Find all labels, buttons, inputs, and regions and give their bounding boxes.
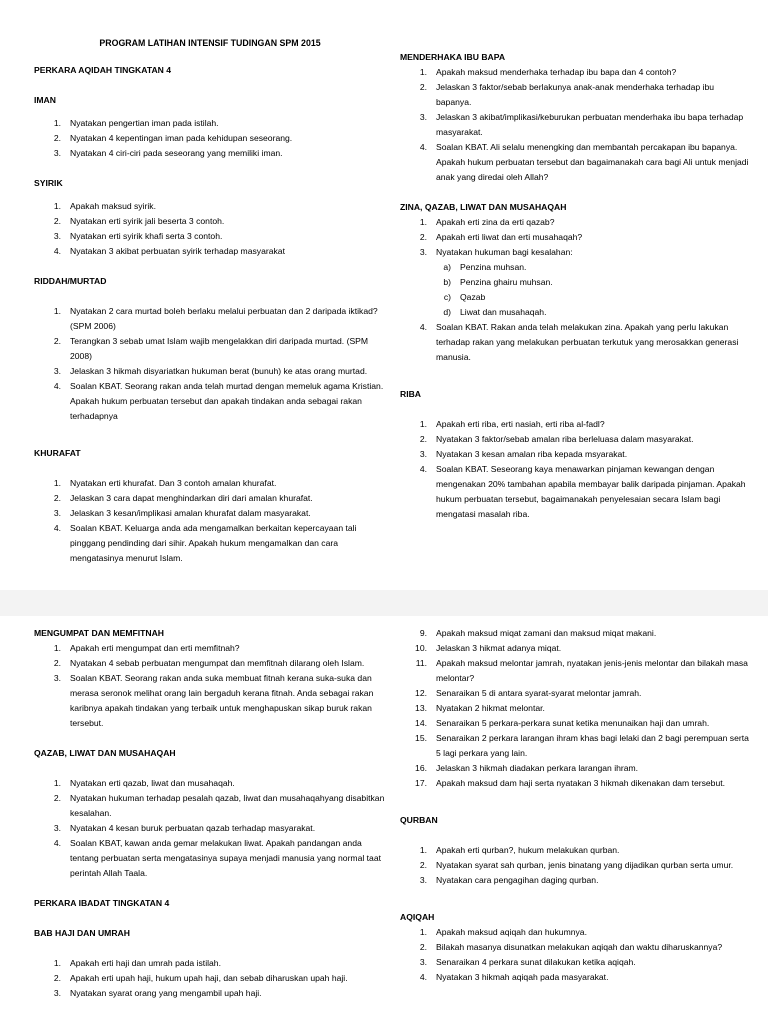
section-spacer xyxy=(400,791,750,813)
question-number: 9. xyxy=(419,628,427,638)
question-item xyxy=(400,417,750,432)
question-text-block xyxy=(70,671,386,731)
question-text: Jelaskan 3 hikmat adanya miqat. xyxy=(436,643,562,653)
question-number: 3. xyxy=(419,875,427,885)
question-text: Apakah erti upah haji, hukum upah haji, dan sebab diharuskan upah haji. xyxy=(70,973,348,983)
question-text-block xyxy=(70,379,386,424)
question-item xyxy=(400,447,750,462)
question-number: 3. xyxy=(419,247,427,257)
question-number: 12. xyxy=(415,688,427,698)
question-text-block xyxy=(70,506,386,521)
question-text-block xyxy=(70,821,386,836)
question-number: 17. xyxy=(415,778,427,788)
question-item xyxy=(34,214,386,229)
section-heading-khurafat: KHURAFAT xyxy=(34,448,81,458)
question-number: 15. xyxy=(415,733,427,743)
question-text-block xyxy=(70,836,386,881)
sub-question-group xyxy=(400,260,750,320)
section-heading-qurban: QURBAN xyxy=(400,815,438,825)
question-item xyxy=(400,873,750,888)
question-text-block xyxy=(436,716,750,731)
question-number: 1. xyxy=(53,778,61,788)
question-item xyxy=(400,716,750,731)
section-heading-syirik: SYIRIK xyxy=(34,178,63,188)
question-text: Nyatakan 3 hikmah aqiqah pada masyarakat. xyxy=(436,972,609,982)
question-text: Apakah erti liwat dan erti musahaqah? xyxy=(436,232,583,242)
question-text-block xyxy=(436,447,750,462)
question-text: Nyatakan 4 kepentingan iman pada kehidupan seseorang. xyxy=(70,133,293,143)
question-text: Apakah maksud syirik. xyxy=(70,201,156,211)
document-page-2 xyxy=(0,616,768,1024)
question-number: 1. xyxy=(419,927,427,937)
question-text-block xyxy=(70,131,386,146)
question-number: 3. xyxy=(53,366,61,376)
sub-question-text: Qazab xyxy=(460,292,486,302)
question-text-block xyxy=(70,244,386,259)
question-item xyxy=(400,626,750,641)
section-heading-zina-qazab-liwat-dan-musahaqah: ZINA, QAZAB, LIWAT DAN MUSAHAQAH xyxy=(400,202,567,212)
question-number: 1. xyxy=(419,67,427,77)
question-number: 1. xyxy=(419,845,427,855)
sub-question-letter: a) xyxy=(443,262,451,272)
section-heading-qazab-liwat-dan-musahaqah: QAZAB, LIWAT DAN MUSAHAQAH xyxy=(34,748,176,758)
question-item xyxy=(34,146,386,161)
section-spacer xyxy=(400,828,750,843)
question-text: Soalan KBAT. Rakan anda telah melakukan zina. Apakah yang perlu lakukan terhadap rakan yang melakukan perbuatan terkutuk yang merosakkan generasi manusia. xyxy=(436,322,739,362)
question-text: Jelaskan 3 hikmah diadakan perkara larangan ihram. xyxy=(436,763,639,773)
question-item xyxy=(400,80,750,110)
question-item xyxy=(34,791,386,821)
question-text: Apakah erti zina da erti qazab? xyxy=(436,217,555,227)
question-text: Nyatakan 4 ciri-ciri pada seseorang yang memiliki iman. xyxy=(70,148,283,158)
question-item xyxy=(400,761,750,776)
question-text: Jelaskan 3 faktor/sebab berlakunya anak-anak menderhaka terhadap ibu bapanya. xyxy=(436,82,715,107)
question-text-block xyxy=(436,230,750,245)
question-number: 4. xyxy=(419,972,427,982)
question-text: Bilakah masanya disunatkan melakukan aqiqah dan waktu diharuskannya? xyxy=(436,942,723,952)
question-number: 11. xyxy=(415,658,427,668)
question-item xyxy=(34,379,386,424)
question-item xyxy=(34,116,386,131)
question-item xyxy=(34,304,386,334)
question-item xyxy=(400,776,750,791)
question-text-block xyxy=(70,334,386,364)
question-text-block xyxy=(436,417,750,432)
question-item xyxy=(34,836,386,881)
question-list xyxy=(34,116,386,161)
question-text: Nyatakan cara pengagihan daging qurban. xyxy=(436,875,599,885)
question-text: Nyatakan 2 hikmat melontar. xyxy=(436,703,545,713)
question-text: Nyatakan 4 kesan buruk perbuatan qazab terhadap masyarakat. xyxy=(70,823,316,833)
section-spacer xyxy=(34,259,386,274)
question-item xyxy=(400,858,750,873)
question-text: Soalan KBAT. Seorang rakan anda telah murtad dengan memeluk agama Kristian. Apakah hukum perbuatan tersebut dan apakah tindakan anda sebagai rakan terhadapnya xyxy=(70,381,384,421)
question-text: Apakah erti mengumpat dan erti memfitnah? xyxy=(70,643,240,653)
section-spacer xyxy=(400,365,750,387)
question-item xyxy=(34,671,386,731)
question-item xyxy=(34,334,386,364)
question-text-block xyxy=(70,116,386,131)
question-text: Apakah erti haji dan umrah pada istilah. xyxy=(70,958,221,968)
question-text: Nyatakan syarat orang yang mengambil upah haji. xyxy=(70,988,262,998)
question-text: Nyatakan erti syirik jali beserta 3 contoh. xyxy=(70,216,225,226)
question-number: 4. xyxy=(419,464,427,474)
question-number: 14. xyxy=(415,718,427,728)
question-text-block xyxy=(436,320,750,365)
question-text: Nyatakan 3 faktor/sebab amalan riba berleluasa dalam masyarakat. xyxy=(436,434,694,444)
question-text: Soalan KBAT. Keluarga anda ada mengamalkan berkaitan kepercayaan tali pinggang pendinding dari sihir. Apakah hukum mengamalkan dan cara mengatasinya menurut Islam. xyxy=(70,523,357,563)
question-item xyxy=(34,131,386,146)
question-item xyxy=(400,656,750,686)
sub-question-letter: b) xyxy=(443,277,451,287)
section-spacer xyxy=(34,78,386,93)
question-item xyxy=(34,656,386,671)
question-text-block xyxy=(70,229,386,244)
question-number: 3. xyxy=(53,508,61,518)
question-number: 2. xyxy=(53,658,61,668)
section-heading-mengumpat-dan-memfitnah: MENGUMPAT DAN MEMFITNAH xyxy=(34,628,165,638)
question-text-block xyxy=(436,110,750,140)
question-item xyxy=(400,641,750,656)
question-text-block xyxy=(436,955,750,970)
question-text-block xyxy=(70,199,386,214)
section-spacer xyxy=(400,402,750,417)
question-number: 1. xyxy=(53,643,61,653)
question-text-block xyxy=(436,686,750,701)
section-heading-iman: IMAN xyxy=(34,95,56,105)
question-number: 3. xyxy=(53,673,61,683)
question-text-block xyxy=(70,214,386,229)
section-heading-aqiqah: AQIQAH xyxy=(400,912,435,922)
question-item xyxy=(34,776,386,791)
page2-right-column xyxy=(400,626,750,985)
question-item xyxy=(400,925,750,940)
question-number: 2. xyxy=(53,133,61,143)
question-number: 4. xyxy=(53,838,61,848)
section-spacer xyxy=(34,881,386,896)
section-heading-riddah-murtad: RIDDAH/MURTAD xyxy=(34,276,107,286)
question-text: Jelaskan 3 hikmah disyariatkan hukuman berat (bunuh) ke atas orang murtad. xyxy=(70,366,368,376)
question-text: Senaraikan 5 di antara syarat-syarat melontar jamrah. xyxy=(436,688,642,698)
question-item xyxy=(34,229,386,244)
question-number: 4. xyxy=(53,381,61,391)
question-number: 4. xyxy=(53,523,61,533)
section-spacer xyxy=(34,289,386,304)
question-text-block xyxy=(436,215,750,230)
question-number: 2. xyxy=(53,793,61,803)
question-number: 1. xyxy=(53,478,61,488)
document-title: PROGRAM LATIHAN INTENSIF TUDINGAN SPM 2015 xyxy=(99,38,321,48)
question-text-block xyxy=(70,146,386,161)
question-item xyxy=(400,462,750,522)
question-item xyxy=(400,970,750,985)
question-number: 1. xyxy=(53,306,61,316)
question-text: Terangkan 3 sebab umat Islam wajib mengelakkan diri daripada murtad. (SPM 2008) xyxy=(70,336,369,361)
question-item xyxy=(400,320,750,365)
question-item xyxy=(400,215,750,230)
question-text-block xyxy=(70,521,386,566)
question-list xyxy=(34,776,386,881)
question-item xyxy=(400,230,750,245)
section-heading-perkara-ibadat-tingkatan-4: PERKARA IBADAT TINGKATAN 4 xyxy=(34,898,170,908)
sub-question-item xyxy=(400,260,750,275)
question-text: Apakah maksud menderhaka terhadap ibu bapa dan 4 contoh? xyxy=(436,67,677,77)
question-text-block xyxy=(70,476,386,491)
sub-question-text: Penzina muhsan. xyxy=(460,262,527,272)
question-text-block xyxy=(436,432,750,447)
page1-right-column xyxy=(400,50,750,522)
question-item xyxy=(34,476,386,491)
question-text-block xyxy=(70,491,386,506)
question-number: 2. xyxy=(53,493,61,503)
question-text-block xyxy=(436,970,750,985)
sub-question-item xyxy=(400,275,750,290)
question-number: 3. xyxy=(53,823,61,833)
question-text-block xyxy=(436,731,750,761)
question-text-block xyxy=(70,986,386,1001)
question-item xyxy=(400,432,750,447)
question-number: 3. xyxy=(53,148,61,158)
question-text-block xyxy=(436,858,750,873)
sub-question-item xyxy=(400,290,750,305)
question-text: Apakah maksud dam haji serta nyatakan 3 hikmah dikenakan dam tersebut. xyxy=(436,778,726,788)
question-text: Senaraikan 5 perkara-perkara sunat ketika menunaikan haji dan umrah. xyxy=(436,718,710,728)
question-text-block xyxy=(70,956,386,971)
question-item xyxy=(400,110,750,140)
page2-left-column xyxy=(34,626,386,1001)
question-number: 3. xyxy=(419,112,427,122)
question-text-block xyxy=(436,140,750,185)
question-item xyxy=(34,506,386,521)
question-text-block xyxy=(436,65,750,80)
question-text: Senaraikan 2 perkara larangan ihram khas bagi lelaki dan 2 bagi perempuan serta 5 lagi perkara yang lain. xyxy=(436,733,749,758)
question-item xyxy=(34,956,386,971)
sub-question-list xyxy=(400,260,750,320)
question-list xyxy=(400,65,750,185)
question-number: 4. xyxy=(53,246,61,256)
sub-question-text: Liwat dan musahaqah. xyxy=(460,307,547,317)
question-list xyxy=(34,956,386,1001)
question-text: Nyatakan erti khurafat. Dan 3 contoh amalan khurafat. xyxy=(70,478,277,488)
question-text-block xyxy=(436,925,750,940)
question-text: Soalan KBAT. Seorang rakan anda suka membuat fitnah kerana suka-suka dan merasa seronok melihat orang lain bergaduh kerana fitnah. Anda sebagai rakan karibnya apakah tindakan yang terbaik untuk menghapuskan sikap buruk rakan tersebut. xyxy=(70,673,374,728)
question-number: 2. xyxy=(53,216,61,226)
question-number: 10. xyxy=(415,643,427,653)
question-number: 2. xyxy=(419,860,427,870)
page1-left-column xyxy=(34,36,386,566)
page-separator xyxy=(0,590,768,616)
question-list xyxy=(400,626,750,791)
question-text: Nyatakan hukuman terhadap pesalah qazab, liwat dan musahaqahyang disabitkan kesalahan. xyxy=(70,793,385,818)
question-number: 4. xyxy=(419,142,427,152)
question-item xyxy=(400,940,750,955)
question-text-block xyxy=(70,656,386,671)
question-number: 2. xyxy=(419,942,427,952)
question-number: 2. xyxy=(419,232,427,242)
question-item xyxy=(400,65,750,80)
question-list xyxy=(400,925,750,985)
question-item xyxy=(34,641,386,656)
question-text-block xyxy=(436,80,750,110)
question-number: 1. xyxy=(419,217,427,227)
question-text-block xyxy=(436,701,750,716)
question-text: Apakah erti riba, erti nasiah, erti riba al-fadl? xyxy=(436,419,605,429)
question-text: Nyatakan hukuman bagi kesalahan: xyxy=(436,247,573,257)
question-text-block xyxy=(70,641,386,656)
section-spacer xyxy=(400,185,750,200)
question-number: 3. xyxy=(419,957,427,967)
question-list xyxy=(34,476,386,566)
question-number: 4. xyxy=(419,322,427,332)
section-spacer xyxy=(34,941,386,956)
question-text-block xyxy=(436,940,750,955)
question-number: 3. xyxy=(53,988,61,998)
section-spacer xyxy=(34,424,386,446)
question-number: 2. xyxy=(53,973,61,983)
question-text-block xyxy=(436,245,750,260)
question-item xyxy=(34,491,386,506)
question-list xyxy=(400,417,750,522)
question-text-block xyxy=(436,626,750,641)
question-item xyxy=(34,199,386,214)
question-text: Jelaskan 3 akibat/implikasi/keburukan perbuatan menderhaka ibu bapa terhadap masyarakat. xyxy=(436,112,744,137)
question-text: Apakah erti qurban?, hukum melakukan qurban. xyxy=(436,845,620,855)
question-list xyxy=(400,843,750,888)
sub-question-text: Penzina ghairu muhsan. xyxy=(460,277,553,287)
section-spacer xyxy=(34,108,386,116)
question-number: 2. xyxy=(419,82,427,92)
question-text-block xyxy=(436,462,750,522)
question-item xyxy=(34,364,386,379)
question-number: 1. xyxy=(53,201,61,211)
section-spacer xyxy=(34,731,386,746)
question-text: Nyatakan erti syirik khafi serta 3 contoh. xyxy=(70,231,223,241)
question-number: 16. xyxy=(415,763,427,773)
question-text: Soalan KBAT. Seseorang kaya menawarkan pinjaman kewangan dengan mengenakan 20% tambahan apabila membayar balik daripada pinjaman. Apakah hukum perbuatan tersebut, bagaimanakah penyelesaian secara Islam bagi mengatasi masalah riba. xyxy=(436,464,746,519)
question-number: 1. xyxy=(53,118,61,128)
section-spacer xyxy=(400,888,750,910)
question-item xyxy=(34,821,386,836)
question-item xyxy=(400,843,750,858)
question-item xyxy=(400,686,750,701)
question-text-block xyxy=(436,843,750,858)
sub-question-letter: d) xyxy=(443,307,451,317)
question-text: Apakah maksud melontar jamrah, nyatakan jenis-jenis melontar dan bilakah masa melontar? xyxy=(436,658,748,683)
question-item xyxy=(400,245,750,260)
question-text: Jelaskan 3 kesan/implikasi amalan khurafat dalam masyarakat. xyxy=(70,508,311,518)
question-text: Nyatakan erti qazab, liwat dan musahaqah. xyxy=(70,778,235,788)
section-spacer xyxy=(34,161,386,176)
question-number: 2. xyxy=(419,434,427,444)
section-spacer xyxy=(34,191,386,199)
question-text: Nyatakan 3 kesan amalan riba kepada msyarakat. xyxy=(436,449,628,459)
question-text: Nyatakan 3 akibat perbuatan syirik terhadap masyarakat xyxy=(70,246,285,256)
question-item xyxy=(400,731,750,761)
question-text-block xyxy=(436,873,750,888)
question-text: Soalan KBAT, kawan anda gemar melakukan liwat. Apakah pandangan anda tentang perbuatan serta mengatasinya supaya menjadi manusia yang normal taat perintah Allah Taala. xyxy=(70,838,382,878)
question-list xyxy=(34,304,386,424)
section-spacer xyxy=(34,761,386,776)
section-heading-perkara-aqidah-tingkatan-4: PERKARA AQIDAH TINGKATAN 4 xyxy=(34,65,172,75)
question-item xyxy=(34,244,386,259)
question-text-block xyxy=(70,971,386,986)
question-text: Nyatakan pengertian iman pada istilah. xyxy=(70,118,219,128)
question-text-block xyxy=(436,761,750,776)
question-text-block xyxy=(436,656,750,686)
question-item xyxy=(400,955,750,970)
question-text: Nyatakan 2 cara murtad boleh berlaku melalui perbuatan dan 2 daripada iktikad? (SPM 2006) xyxy=(70,306,378,331)
sub-question-letter: c) xyxy=(443,292,451,302)
question-item xyxy=(34,521,386,566)
question-number: 3. xyxy=(419,449,427,459)
question-item xyxy=(400,701,750,716)
question-number: 1. xyxy=(419,419,427,429)
question-list xyxy=(400,215,750,365)
question-number: 2. xyxy=(53,336,61,346)
question-text: Nyatakan 4 sebab perbuatan mengumpat dan memfitnah dilarang oleh Islam. xyxy=(70,658,365,668)
section-heading-bab-haji-dan-umrah: BAB HAJI DAN UMRAH xyxy=(34,928,130,938)
question-text: Soalan KBAT. Ali selalu menengking dan membantah percakapan ibu bapanya. Apakah hukum perbuatan tersebut dan bagaimanakah cara bagi Ali untuk menjadi anak yang diredai oleh Allah? xyxy=(436,142,749,182)
section-heading-riba: RIBA xyxy=(400,389,422,399)
question-item xyxy=(34,971,386,986)
question-number: 13. xyxy=(415,703,427,713)
question-text-block xyxy=(70,791,386,821)
question-text: Senaraikan 4 perkara sunat dilakukan ketika aqiqah. xyxy=(436,957,636,967)
section-heading-menderhaka-ibu-bapa: MENDERHAKA IBU BAPA xyxy=(400,52,506,62)
section-spacer xyxy=(34,911,386,926)
question-text-block xyxy=(70,776,386,791)
question-list xyxy=(34,199,386,259)
question-text-block xyxy=(436,776,750,791)
question-text: Nyatakan syarat sah qurban, jenis binatang yang dijadikan qurban serta umur. xyxy=(436,860,734,870)
question-text: Apakah maksud aqiqah dan hukumnya. xyxy=(436,927,587,937)
question-text-block xyxy=(70,304,386,334)
question-item xyxy=(400,140,750,185)
question-item xyxy=(34,986,386,1001)
question-number: 1. xyxy=(53,958,61,968)
question-number: 3. xyxy=(53,231,61,241)
question-text: Apakah maksud miqat zamani dan maksud miqat makani. xyxy=(436,628,657,638)
question-text: Jelaskan 3 cara dapat menghindarkan diri dari amalan khurafat. xyxy=(70,493,313,503)
sub-question-item xyxy=(400,305,750,320)
question-text-block xyxy=(436,641,750,656)
question-text-block xyxy=(70,364,386,379)
section-spacer xyxy=(34,461,386,476)
question-list xyxy=(34,641,386,731)
